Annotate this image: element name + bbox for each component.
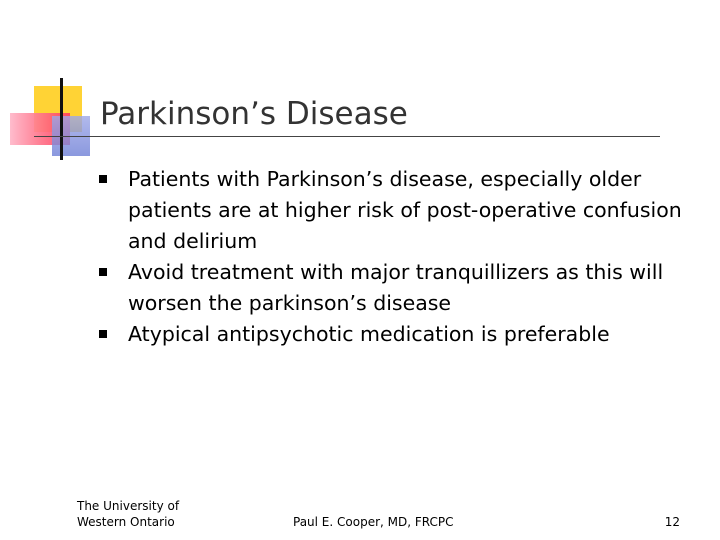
bullet-item: [96, 257, 706, 319]
page-number: 12: [664, 515, 680, 529]
bullet-text: Patients with Parkinson’s disease, especially older patients are at higher risk of post-operative confusion and delirium: [128, 167, 682, 253]
bullet-text: Avoid treatment with major tranquillizers as this will worsen the parkinson’s disease: [128, 260, 664, 315]
title-underline: [34, 136, 660, 137]
slide-title: Parkinson’s Disease: [100, 96, 408, 132]
bullet-item: [96, 319, 706, 350]
square-bullet-icon: [99, 268, 107, 276]
bullet-item: [96, 164, 706, 257]
square-bullet-icon: [99, 175, 107, 183]
footer-author: Paul E. Cooper, MD, FRCPC: [293, 515, 454, 529]
bullet-text: Atypical antipsychotic medication is preferable: [128, 322, 610, 346]
decorative-vertical-line: [60, 78, 63, 160]
bullet-list: [96, 164, 706, 350]
footer-institution: The University of Western Ontario: [77, 499, 180, 529]
square-bullet-icon: [99, 330, 107, 338]
